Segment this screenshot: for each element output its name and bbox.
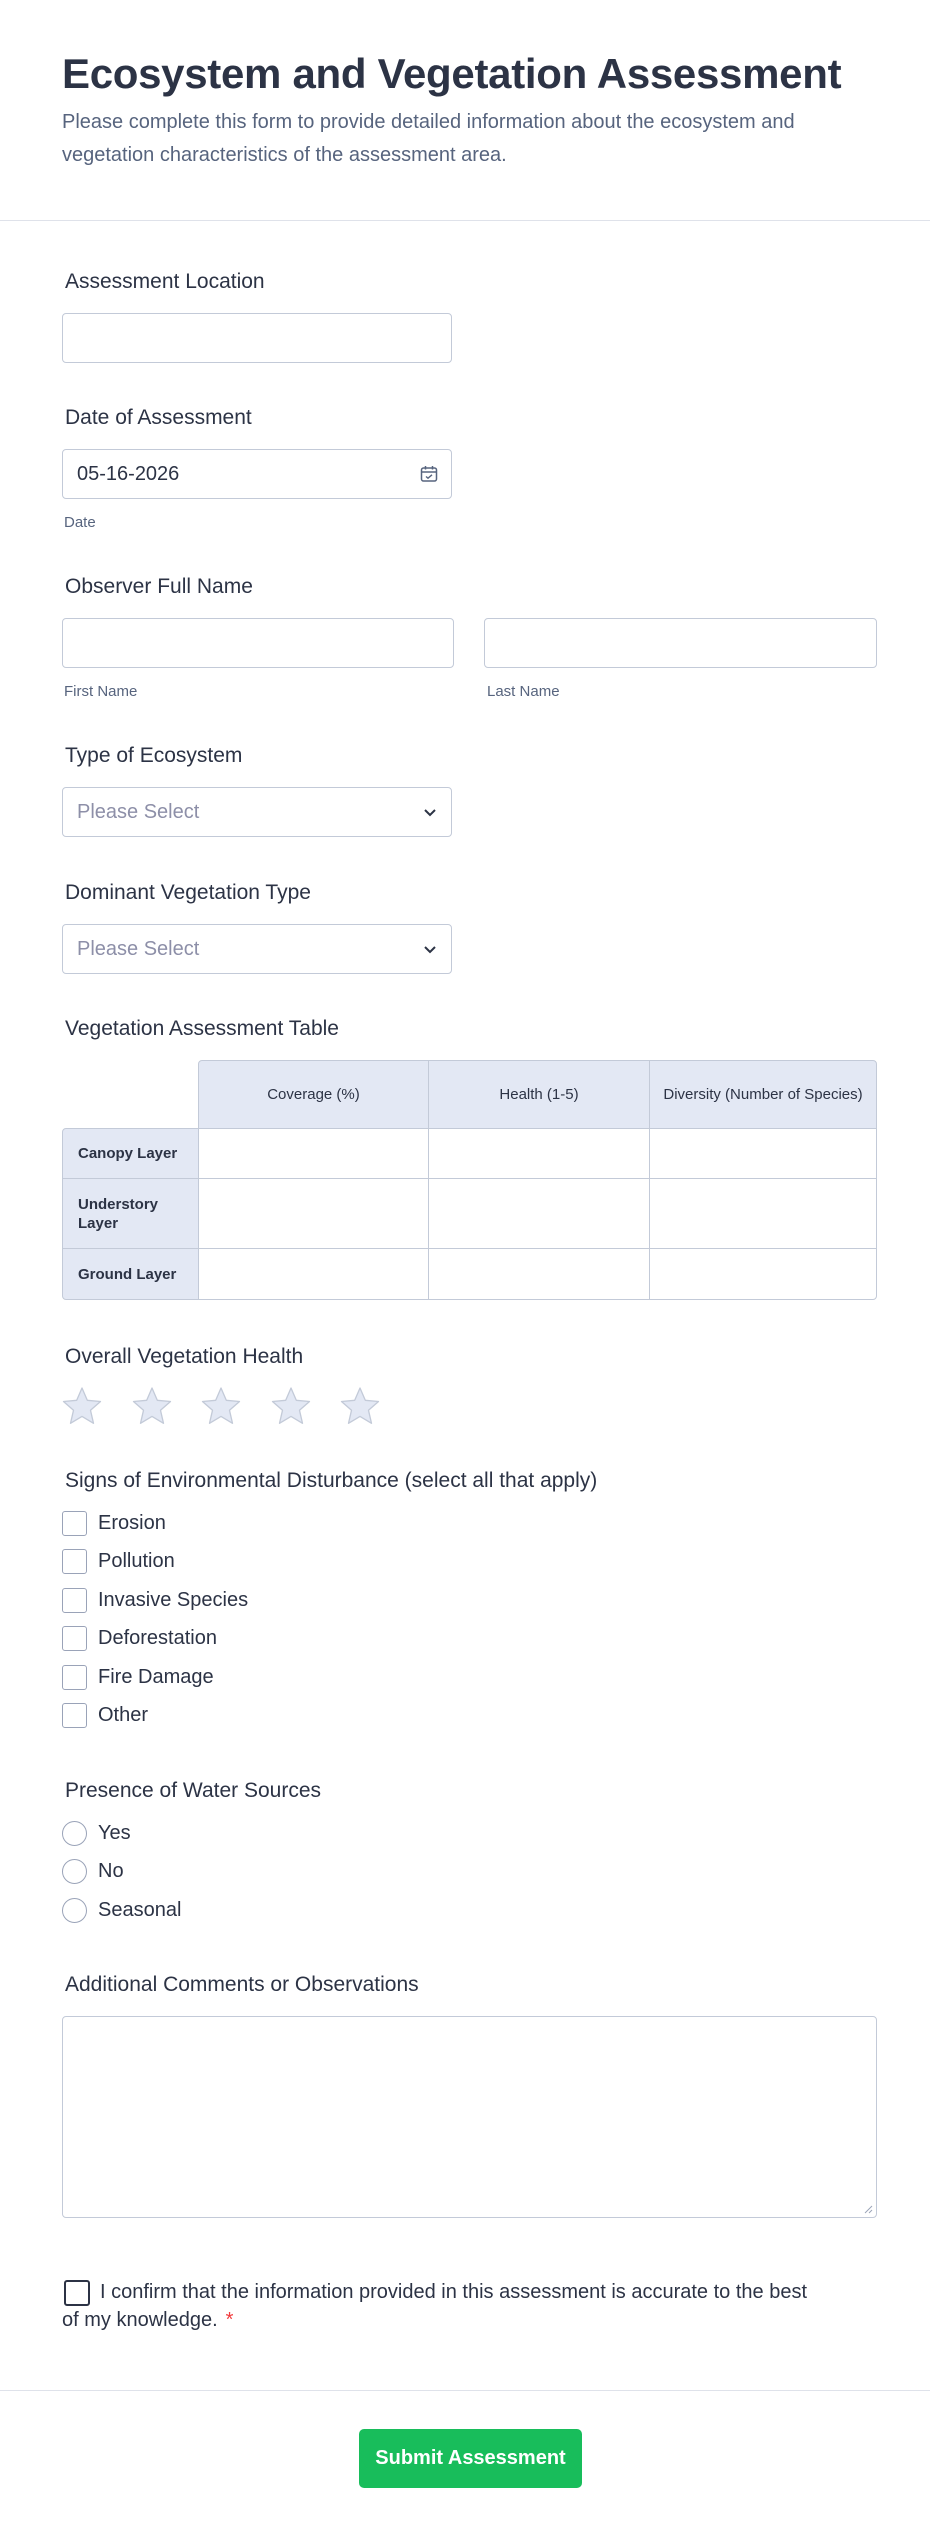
star-icon[interactable] xyxy=(62,1386,102,1426)
radio[interactable] xyxy=(62,1821,87,1846)
radio[interactable] xyxy=(62,1859,87,1884)
star-icon[interactable] xyxy=(132,1386,172,1426)
checkbox-deforestation[interactable] xyxy=(62,1625,217,1651)
column-header-coverage: Coverage (%) xyxy=(198,1060,429,1129)
radio-seasonal[interactable] xyxy=(62,1897,181,1923)
disturbance-label: Signs of Environmental Disturbance (select all that apply) xyxy=(65,1469,598,1492)
confirm-text: I confirm that the information provided in this assessment is accurate to the best of my knowledge. xyxy=(62,2281,808,2331)
checkbox-label: Deforestation xyxy=(98,1626,217,1649)
checkbox[interactable] xyxy=(62,1665,87,1690)
chevron-down-icon xyxy=(421,940,439,958)
radio-no[interactable] xyxy=(62,1858,124,1884)
location-label: Assessment Location xyxy=(65,270,265,293)
chevron-down-icon xyxy=(421,803,439,821)
checkbox-erosion[interactable] xyxy=(62,1510,166,1536)
table-cell-input[interactable] xyxy=(428,1248,650,1300)
checkbox-other[interactable] xyxy=(62,1702,148,1728)
required-asterisk: * xyxy=(225,2309,234,2331)
table-cell-input[interactable] xyxy=(428,1128,650,1179)
page-title: Ecosystem and Vegetation Assessment xyxy=(62,50,842,97)
ecosystem-type-placeholder: Please Select xyxy=(77,800,200,823)
checkbox[interactable] xyxy=(62,1549,87,1574)
first-name-sublabel: First Name xyxy=(64,683,138,700)
radio[interactable] xyxy=(62,1898,87,1923)
table-cell-input[interactable] xyxy=(649,1128,877,1179)
checkbox-invasive-species[interactable] xyxy=(62,1587,248,1613)
star-icon[interactable] xyxy=(271,1386,311,1426)
vegetation-type-select[interactable] xyxy=(62,924,452,974)
radio-label: Yes xyxy=(98,1821,131,1844)
table-cell-input[interactable] xyxy=(428,1178,650,1249)
vegetation-type-placeholder: Please Select xyxy=(77,937,200,960)
comments-label: Additional Comments or Observations xyxy=(65,1973,419,1996)
table-cell-input[interactable] xyxy=(649,1178,877,1249)
first-name-input[interactable] xyxy=(62,618,454,668)
last-name-sublabel: Last Name xyxy=(487,683,560,700)
checkbox[interactable] xyxy=(62,1703,87,1728)
column-header-diversity: Diversity (Number of Species) xyxy=(649,1060,877,1129)
radio-yes[interactable] xyxy=(62,1820,131,1846)
table-cell-input[interactable] xyxy=(198,1178,429,1249)
checkbox-label: Other xyxy=(98,1703,149,1726)
checkbox-label: Erosion xyxy=(98,1511,166,1534)
confirm-label xyxy=(62,2278,822,2334)
table-cell-input[interactable] xyxy=(649,1248,877,1300)
column-header-health: Health (1-5) xyxy=(428,1060,650,1129)
radio-label: Seasonal xyxy=(98,1898,182,1921)
star-icon[interactable] xyxy=(340,1386,380,1426)
checkbox[interactable] xyxy=(62,1588,87,1613)
checkbox-label: Pollution xyxy=(98,1549,175,1572)
checkbox-label: Fire Damage xyxy=(98,1665,214,1688)
resize-grip-icon[interactable] xyxy=(863,2204,873,2214)
date-sublabel: Date xyxy=(64,514,96,531)
form-description: Please complete this form to provide detailed information about the ecosystem and vegetation characteristics of the assessment area. xyxy=(62,111,795,166)
last-name-input[interactable] xyxy=(484,618,877,668)
ecosystem-type-select[interactable] xyxy=(62,787,452,837)
star-icon[interactable] xyxy=(201,1386,241,1426)
date-input[interactable] xyxy=(62,449,452,499)
form-header xyxy=(0,0,930,221)
checkbox[interactable] xyxy=(62,1626,87,1651)
radio-label: No xyxy=(98,1859,124,1882)
date-value: 05-16-2026 xyxy=(77,462,180,485)
checkbox-fire-damage[interactable] xyxy=(62,1664,214,1690)
location-input[interactable] xyxy=(62,313,452,363)
row-header-understory: Understory Layer xyxy=(62,1178,199,1249)
vegetation-table xyxy=(62,1060,877,1300)
checkbox-label: Invasive Species xyxy=(98,1588,249,1611)
row-header-canopy: Canopy Layer xyxy=(62,1128,199,1179)
calendar-icon[interactable] xyxy=(419,464,439,484)
submit-button[interactable]: Submit Assessment xyxy=(359,2429,582,2488)
footer-divider xyxy=(0,2390,930,2391)
rating-label: Overall Vegetation Health xyxy=(65,1345,304,1368)
water-label: Presence of Water Sources xyxy=(65,1779,321,1802)
checkbox-pollution[interactable] xyxy=(62,1548,175,1574)
row-header-ground: Ground Layer xyxy=(62,1248,199,1300)
table-label: Vegetation Assessment Table xyxy=(65,1017,339,1040)
comments-textarea[interactable] xyxy=(62,2016,877,2218)
table-cell-input[interactable] xyxy=(198,1128,429,1179)
observer-label: Observer Full Name xyxy=(65,575,253,598)
table-cell-input[interactable] xyxy=(198,1248,429,1300)
ecosystem-type-label: Type of Ecosystem xyxy=(65,744,243,767)
date-label: Date of Assessment xyxy=(65,406,252,429)
vegetation-type-label: Dominant Vegetation Type xyxy=(65,881,311,904)
checkbox[interactable] xyxy=(62,1511,87,1536)
